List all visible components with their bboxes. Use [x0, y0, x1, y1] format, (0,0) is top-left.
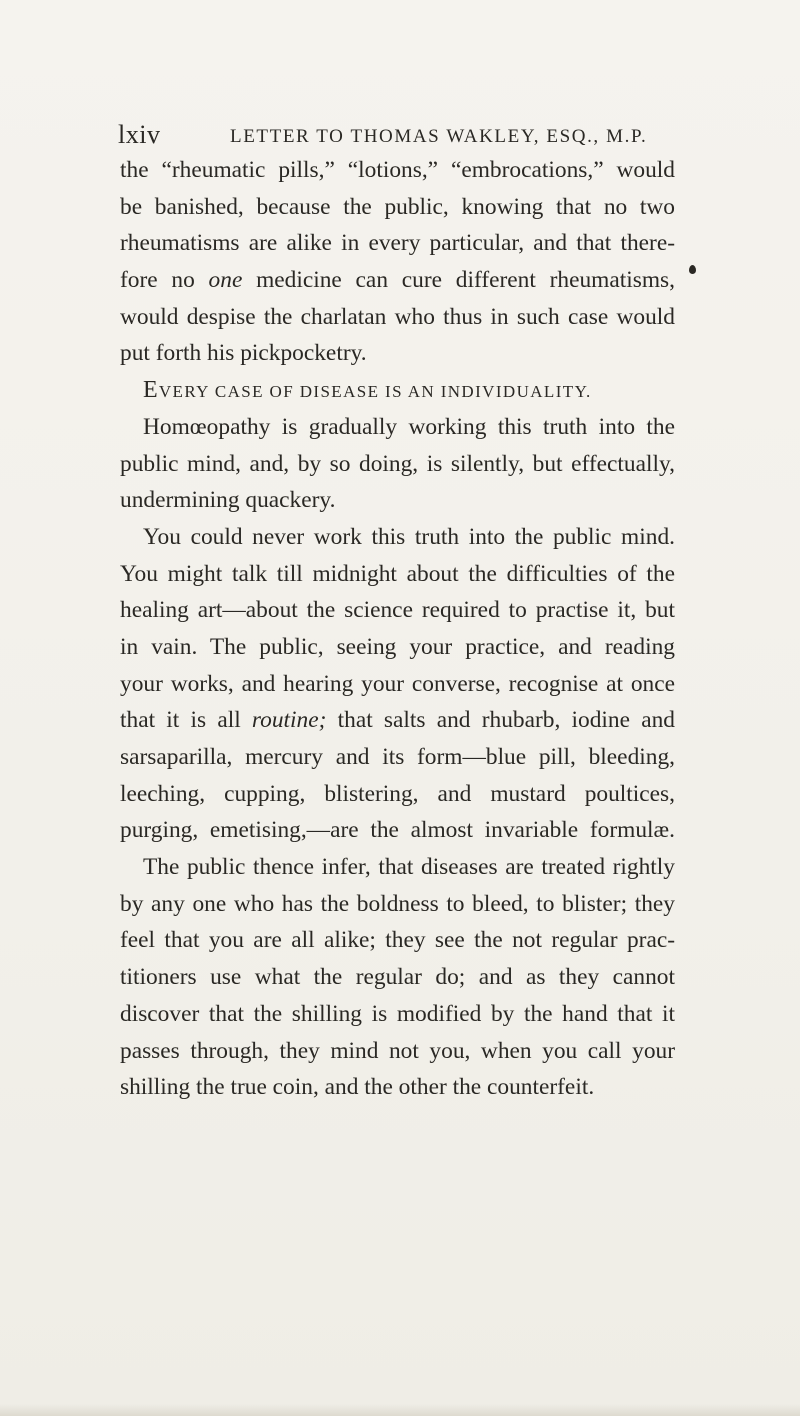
text-line: the “rheumatic pills,” “lotions,” “embrocations,” would	[120, 157, 675, 183]
text-line: titioners use what the regular do; and as they cannot	[120, 964, 675, 991]
text-line: purging, emetising,—are the almost invariable formulæ.	[120, 817, 675, 844]
text-line: undermining quackery.	[120, 487, 336, 514]
text-segment: that it is all	[120, 707, 252, 734]
text-line: discover that the shilling is modified by the hand that it	[120, 1000, 675, 1027]
text-line	[120, 702, 675, 739]
text-line: your works, and hearing your converse, recognise at once	[120, 670, 675, 697]
body-text	[120, 152, 675, 1106]
text-line: put forth his pickpocketry.	[120, 340, 367, 367]
text-line: healing art—about the science required to practise it, but	[120, 597, 675, 624]
section-heading	[120, 372, 675, 409]
heading-initial: E	[143, 377, 159, 404]
text-line: public mind, and, by so doing, is silently, but effectually,	[120, 450, 675, 477]
page-header	[118, 120, 678, 150]
margin-ink-mark	[689, 265, 696, 274]
text-segment: that salts and rhubarb, iodine and	[326, 707, 675, 734]
text-line: be banished, because the public, knowing that no two	[120, 193, 675, 220]
page-number: lxiv	[118, 120, 161, 149]
text-line: shilling the true coin, and the other the counterfeit.	[120, 1074, 595, 1101]
running-head: LETTER TO THOMAS WAKLEY, ESQ., M.P.	[230, 126, 648, 147]
emphasis: one	[208, 267, 243, 294]
text-line: by any one who has the boldness to bleed, to blister; they	[120, 890, 675, 917]
text-line: rheumatisms are alike in every particular, and that there-	[120, 230, 675, 257]
emphasis: routine;	[251, 707, 327, 734]
text-line: You could never work this truth into the public mind.	[143, 523, 675, 550]
page-bottom-edge	[0, 1404, 800, 1416]
text-line	[120, 262, 675, 299]
text-line: The public thence infer, that diseases are treated rightly	[143, 854, 675, 881]
text-line: feel that you are all alike; they see the not regular prac-	[120, 927, 675, 954]
text-line: would despise the charlatan who thus in such case would	[120, 303, 675, 330]
text-line: leeching, cupping, blistering, and mustard poultices,	[120, 780, 675, 807]
text-line: sarsaparilla, mercury and its form—blue pill, bleeding,	[120, 744, 675, 770]
text-line: in vain. The public, seeing your practice, and reading	[120, 633, 675, 660]
text-line: You might talk till midnight about the difficulties of the	[120, 560, 675, 587]
text-line: passes through, they mind not you, when you call your	[120, 1037, 675, 1064]
text-segment: fore no	[120, 267, 209, 294]
heading-small-caps: VERY CASE OF DISEASE IS AN INDIVIDUALITY.	[158, 382, 592, 402]
text-line: Homœopathy is gradually working this truth into the	[143, 413, 675, 440]
text-segment: medicine can cure different rheumatisms,	[242, 267, 675, 294]
